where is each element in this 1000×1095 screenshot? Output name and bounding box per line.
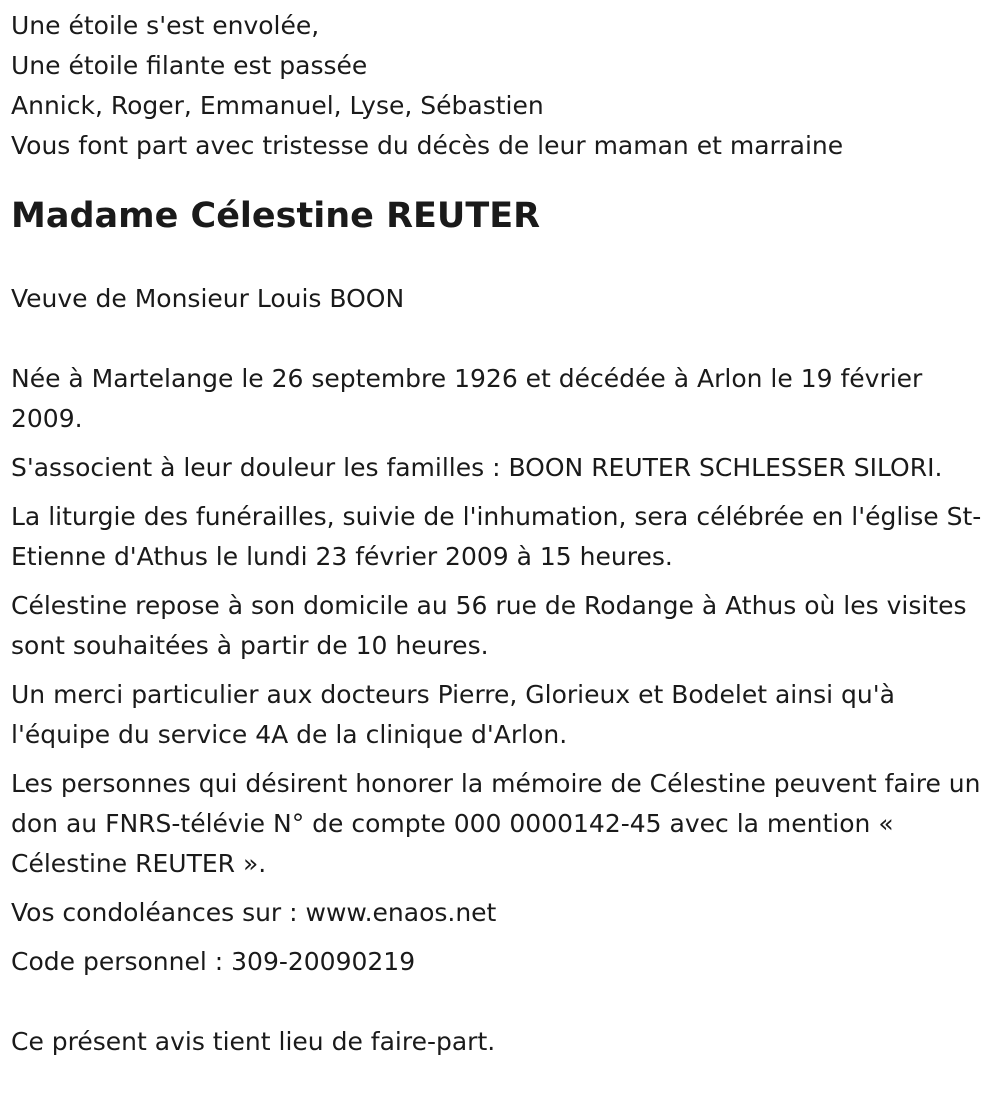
- funeral-paragraph: La liturgie des funérailles, suivie de l'inhumation, sera célébrée en l'église St-Etienne d'Athus le lundi 23 février 2009 à 15 heures.: [11, 502, 982, 571]
- donation-paragraph: Les personnes qui désirent honorer la mémoire de Célestine peuvent faire un don au FNRS-télévie N° de compte 000 0000142-45 avec la mention « Célestine REUTER ».: [11, 769, 981, 878]
- intro-line-1: Une étoile s'est envolée,: [11, 11, 320, 40]
- birth-death-paragraph: Née à Martelange le 26 septembre 1926 et décédée à Arlon le 19 février 2009.: [11, 364, 923, 433]
- rest-paragraph: Célestine repose à son domicile au 56 rue de Rodange à Athus où les visites sont souhaitées à partir de 10 heures.: [11, 591, 967, 660]
- footer-note: Ce présent avis tient lieu de faire-part.: [11, 1027, 496, 1056]
- condolences-paragraph: Vos condoléances sur : www.enaos.net: [11, 898, 497, 927]
- widow-line: Veuve de Monsieur Louis BOON: [11, 284, 405, 313]
- thanks-paragraph: Un merci particulier aux docteurs Pierre, Glorieux et Bodelet ainsi qu'à l'équipe du service 4A de la clinique d'Arlon.: [11, 680, 895, 749]
- intro-line-3: Annick, Roger, Emmanuel, Lyse, Sébastien: [11, 91, 544, 120]
- intro-line-4: Vous font part avec tristesse du décès de leur maman et marraine: [11, 131, 844, 160]
- families-paragraph: S'associent à leur douleur les familles : BOON REUTER SCHLESSER SILORI.: [11, 453, 943, 482]
- obituary-notice: [11, 6, 991, 1062]
- personal-code-paragraph: Code personnel : 309-20090219: [11, 947, 416, 976]
- intro-line-2: Une étoile filante est passée: [11, 51, 368, 80]
- deceased-name: Madame Célestine REUTER: [11, 196, 541, 236]
